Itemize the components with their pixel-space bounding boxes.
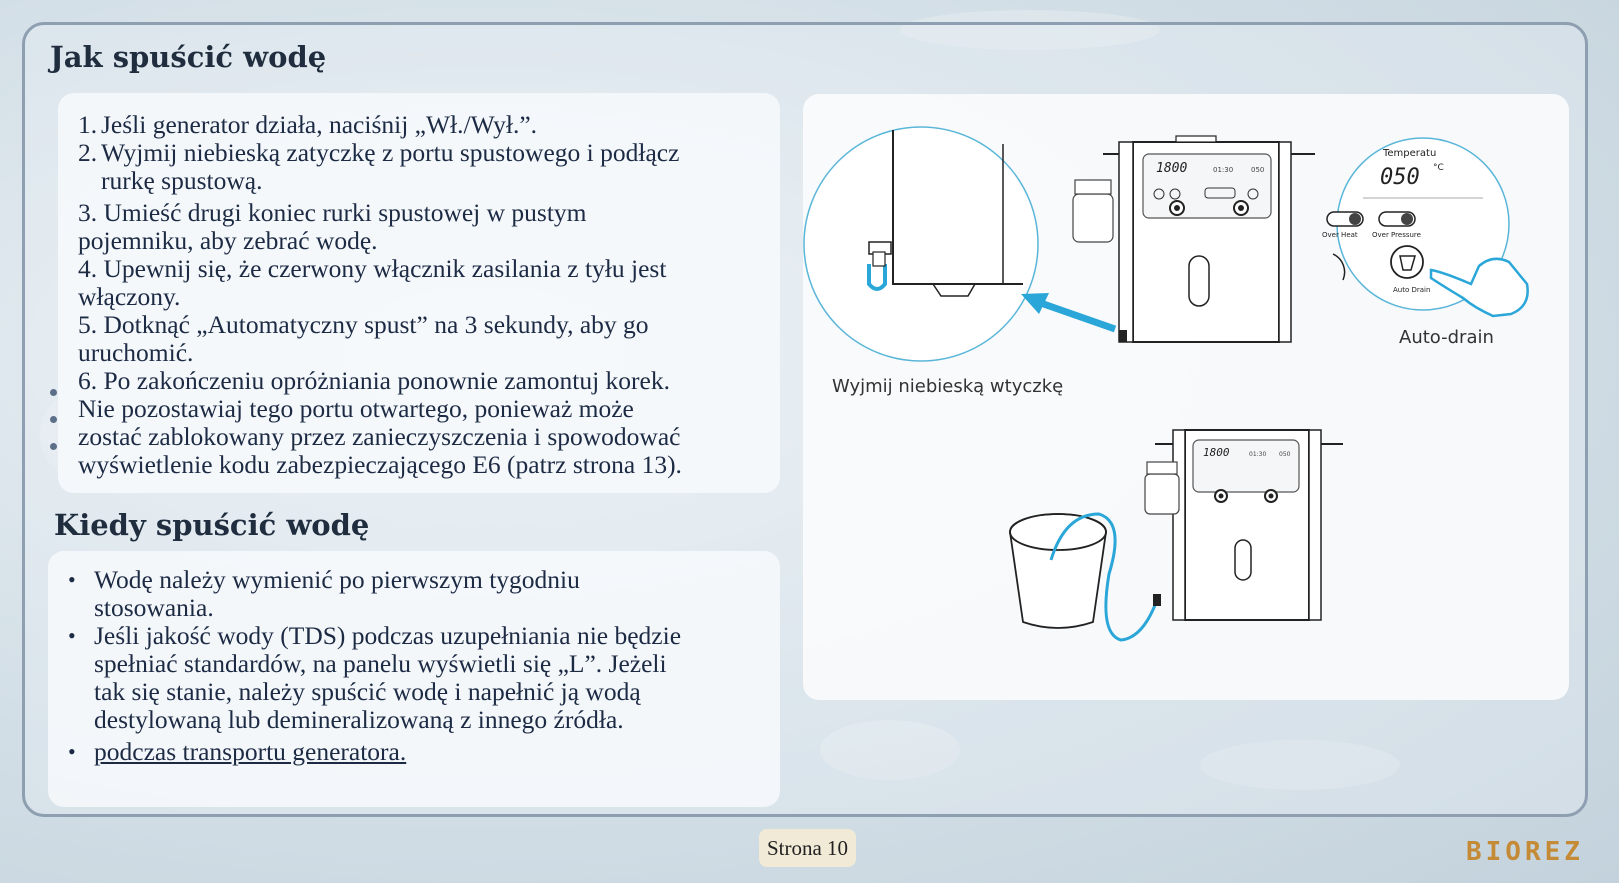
list-item-text: stosowania.: [94, 593, 214, 622]
step-item: [78, 139, 768, 195]
section-title-drain: Jak spuścić wodę: [50, 40, 327, 74]
list-item-text: spełniać standardów, na panelu wyświetli się „L”. Jeżeli: [94, 649, 667, 678]
svg-text:°C: °C: [1433, 163, 1444, 173]
list-item: • Jeśli jakość wody (TDS) podczas uzupełniania nie będzie spełniać standardów, na panelu wyświetli się „L”. Jeżeli tak się stanie, należy spuścić wodę i napełnić ją wodą destylowaną lub demineralizowaną z innego źródła.: [68, 621, 682, 734]
svg-text:050: 050: [1380, 165, 1420, 190]
svg-text:Auto Drain: Auto Drain: [1393, 286, 1431, 294]
steps-list: [78, 111, 768, 195]
generator-device-top: [1073, 136, 1315, 342]
caption-auto-drain: Auto-drain: [1399, 327, 1494, 348]
svg-text:050: 050: [1251, 166, 1265, 174]
paragraph-line: 3. Umieść drugi koniec rurki spustowej w pustym: [78, 198, 587, 227]
section-title-when: Kiedy spuścić wodę: [54, 508, 370, 542]
step-text: rurkę spustową.: [101, 166, 263, 195]
paragraph-line: 6. Po zakończeniu opróżniania ponownie zamontuj korek.: [78, 366, 670, 395]
caption-remove-plug: Wyjmij niebieską wtyczkę: [832, 376, 1064, 397]
list-item-text: Wodę należy wymienić po pierwszym tygodniu: [94, 565, 580, 594]
paragraph-line: pojemniku, aby zebrać wodę.: [78, 226, 378, 255]
paragraph-line: wyświetlenie kodu zabezpieczającego E6 (patrz strona 13).: [78, 450, 682, 479]
svg-text:01:30: 01:30: [1213, 166, 1234, 174]
paragraph-line: 4. Upewnij się, że czerwony włącznik zasilania z tyłu jest: [78, 254, 667, 283]
when-list: [68, 566, 768, 766]
step-text: Jeśli generator działa, naciśnij „Wł./Wył.”.: [101, 110, 538, 139]
transport-link[interactable]: podczas transportu generatora.: [94, 737, 407, 766]
list-item-text: destylowaną lub demineralizowaną z innego źródła.: [94, 705, 624, 734]
step-item: [78, 111, 768, 139]
bullet-dot: [50, 389, 57, 396]
step-text: Wyjmij niebieską zatyczkę z portu spustowego i podłącz: [101, 138, 680, 167]
paragraph-line: włączony.: [78, 282, 181, 311]
svg-text:01:30: 01:30: [1249, 451, 1267, 458]
step-number: 1.: [78, 110, 98, 139]
drain-illustration: [803, 94, 1569, 700]
bullet-dot: [50, 443, 57, 450]
paragraph-line: Nie pozostawiaj tego portu otwartego, ponieważ może: [78, 394, 634, 423]
paragraph-line: 5. Dotknąć „Automatyczny spust” na 3 sekundy, aby go: [78, 310, 649, 339]
svg-text:Over Heat: Over Heat: [1322, 231, 1358, 239]
step-number: 2.: [78, 138, 98, 167]
svg-text:Over Pressure: Over Pressure: [1372, 231, 1421, 239]
svg-text:1800: 1800: [1156, 161, 1188, 176]
steps-paragraph: [78, 199, 778, 479]
page-number-badge: Strona 10: [759, 829, 856, 867]
brand-logo: BIOREZ: [1466, 837, 1584, 867]
paragraph-line: zostać zablokowany przez zanieczyszczenia i spowodować: [78, 422, 681, 451]
list-item-text: Jeśli jakość wody (TDS) podczas uzupełniania nie będzie: [94, 621, 682, 650]
generator-device-bottom: [1010, 430, 1343, 640]
svg-text:050: 050: [1279, 451, 1291, 458]
list-item: • podczas transportu generatora.: [68, 737, 407, 766]
bullet-dot: [50, 416, 57, 423]
svg-text:1800: 1800: [1203, 446, 1230, 459]
svg-text:Temperatu: Temperatu: [1383, 148, 1437, 159]
drain-port-zoom: [804, 127, 1038, 361]
list-item: • Wodę należy wymienić po pierwszym tygodniu stosowania.: [68, 565, 580, 622]
list-item-text: tak się stanie, należy spuścić wodę i napełnić ją wodą: [94, 677, 641, 706]
arrow-icon: [1021, 293, 1115, 329]
paragraph-line: uruchomić.: [78, 338, 194, 367]
